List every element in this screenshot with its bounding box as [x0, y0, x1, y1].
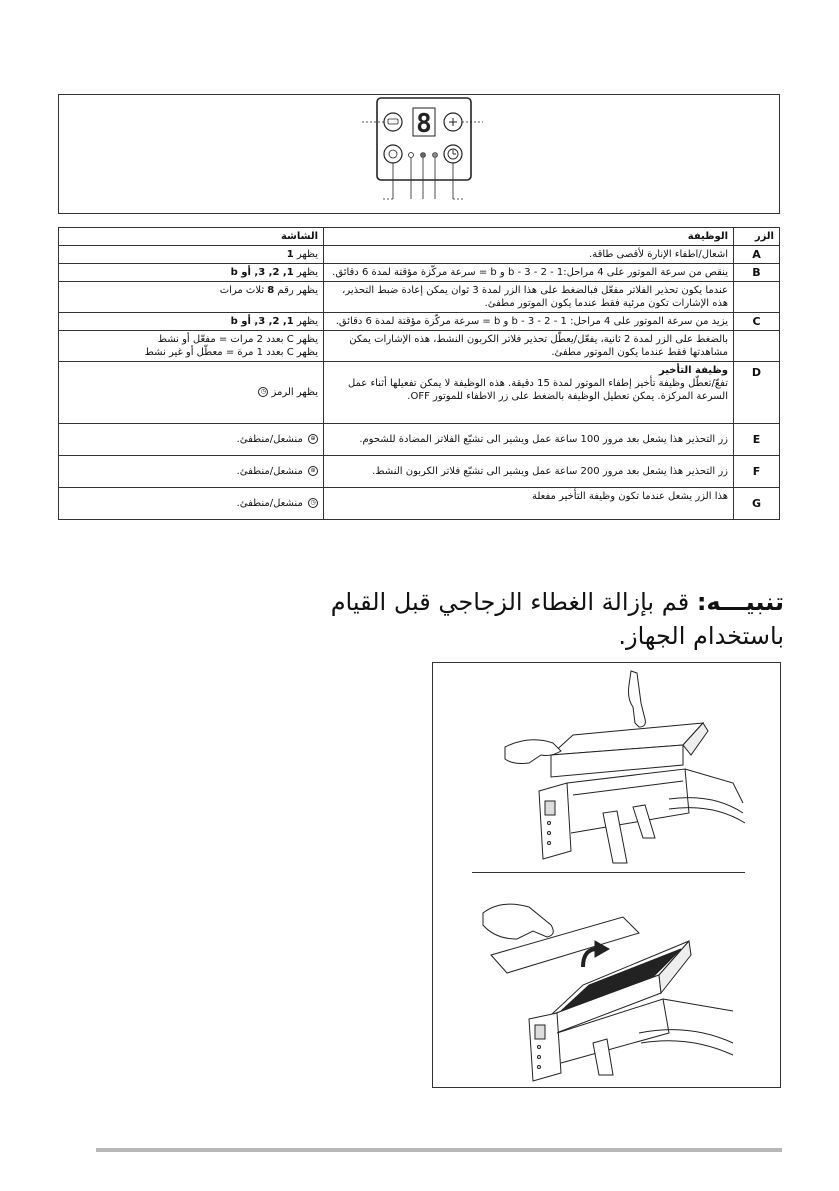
row-display: ⊛ منشعل/منطفئ.	[59, 456, 324, 488]
header-button: الزر	[734, 228, 780, 246]
warning-label: تنبيـــه:	[696, 588, 784, 616]
grease-filter-indicator-icon	[421, 153, 426, 158]
illustration-divider	[472, 872, 745, 873]
table-row	[59, 264, 780, 282]
row-display: ⊕ منشعل/منطفئ.	[59, 424, 324, 456]
row-button-label: A	[734, 246, 780, 264]
row-display: يظهر الرمز ◷	[59, 362, 324, 424]
table-row	[59, 331, 780, 362]
speed-minus-button-icon	[384, 145, 402, 163]
table-row	[59, 456, 780, 488]
warning-note	[300, 585, 784, 653]
table-row	[59, 246, 780, 264]
function-table	[58, 227, 780, 520]
row-display: يظهر 1, 2, 3, أو b	[59, 264, 324, 282]
control-panel-drawing	[59, 95, 781, 215]
display-line-1: يظهر C بعدد 2 مرات = مفعّل أو نشط	[157, 334, 318, 345]
row-button-label	[734, 282, 780, 313]
grease-filter-icon: ⊕	[308, 434, 318, 444]
row-button-label: D	[734, 362, 780, 424]
row-button-label: F	[734, 456, 780, 488]
row-function: ينقص من سرعة الموتور على 4 مراحل:b - 3 - 2 - 1 و b = سرعة مركّزة مؤقتة لمدة 6 دقائق.	[324, 264, 734, 282]
row-function: زر التحذير هذا يشعل بعد مرور 100 ساعة عمل ويشير الى تشبّع الفلاتر المضادة للشحوم.	[324, 424, 734, 456]
table-row	[59, 282, 780, 313]
light-button-icon	[384, 113, 402, 131]
table-row	[59, 488, 780, 520]
hood-glass-removal-drawing	[433, 663, 782, 1089]
footer-bar	[96, 1148, 782, 1152]
header-display: الشاشة	[59, 228, 324, 246]
row-function: اشعال/اطفاء الإنارة لأقصى طاقة.	[324, 246, 734, 264]
row-button-label: E	[734, 424, 780, 456]
row-button-label: G	[734, 488, 780, 520]
delay-function-title: وظيفة التأخير	[659, 365, 728, 376]
header-function: الوظيفة	[324, 228, 734, 246]
row-function: بالضغط على الزر لمدة 2 ثانية، يفعّل/يعطّل تحذير فلاتر الكربون النشط، هذه الإشارات يمكن مشاهدتها فقط عندما يكون الموتور مطفئ.	[324, 331, 734, 362]
row-button-label: B	[734, 264, 780, 282]
warning-text: قم بإزالة الغطاء الزجاجي قبل القيام باستخدام الجهاز.	[330, 588, 784, 650]
table-row	[59, 424, 780, 456]
row-function: يزيد من سرعة الموتور على 4 مراحل: 1 - 2 - 3 - b و b = سرعة مركّزة مؤقتة لمدة 6 دقائق.	[324, 313, 734, 331]
carbon-filter-indicator-icon	[433, 153, 438, 158]
carbon-filter-icon: ⊛	[308, 466, 318, 476]
row-display: يظهر 1	[59, 246, 324, 264]
row-display: يظهر رقم 8 ثلاث مرات	[59, 282, 324, 313]
row-display: ◷ منشعل/منطفئ.	[59, 488, 324, 520]
row-display	[59, 331, 324, 362]
display-line-2: يظهر C بعدد 1 مرة = معطّل أو غير نشط	[144, 347, 318, 358]
row-display: يظهر 1, 2, 3, أو b	[59, 313, 324, 331]
timer-symbol-icon: ◷	[258, 387, 268, 397]
row-function: هذا الزر يشعل عندما تكون وظيفة التأخير مفعلة	[324, 488, 734, 520]
digit-display: 8	[416, 109, 432, 139]
table-row	[59, 313, 780, 331]
installation-illustration	[432, 662, 781, 1088]
delay-function-text: تفعّ/تعطّل وظيفة تأخير إطفاء الموتور لمدة 15 دقيقة. هذه الوظيفة لا يمكن تفعيلها أثناء عمل السرعة المركزة. يمكن تعطيل الوظيفة بالضغط على زر الاطفاء للموتور OFF.	[347, 378, 728, 402]
row-function: عندما يكون تحذير الفلاتر مفعّل فبالضغط على هذا الزر لمدة 3 ثوان يمكن إعادة ضبط التحذير، هذه الإشارات تكون مرئية فقط عندما يكون الموتور مطفئ.	[324, 282, 734, 313]
control-panel-diagram	[58, 94, 780, 214]
table-header-row	[59, 228, 780, 246]
row-button-label	[734, 331, 780, 362]
row-button-label: C	[734, 313, 780, 331]
timer-icon: ◷	[308, 498, 318, 508]
table-row	[59, 362, 780, 424]
row-function	[324, 362, 734, 424]
row-function: زر التحذير هذا يشعل بعد مرور 200 ساعة عمل ويشير الى تشبّع فلاتر الكربون النشط.	[324, 456, 734, 488]
